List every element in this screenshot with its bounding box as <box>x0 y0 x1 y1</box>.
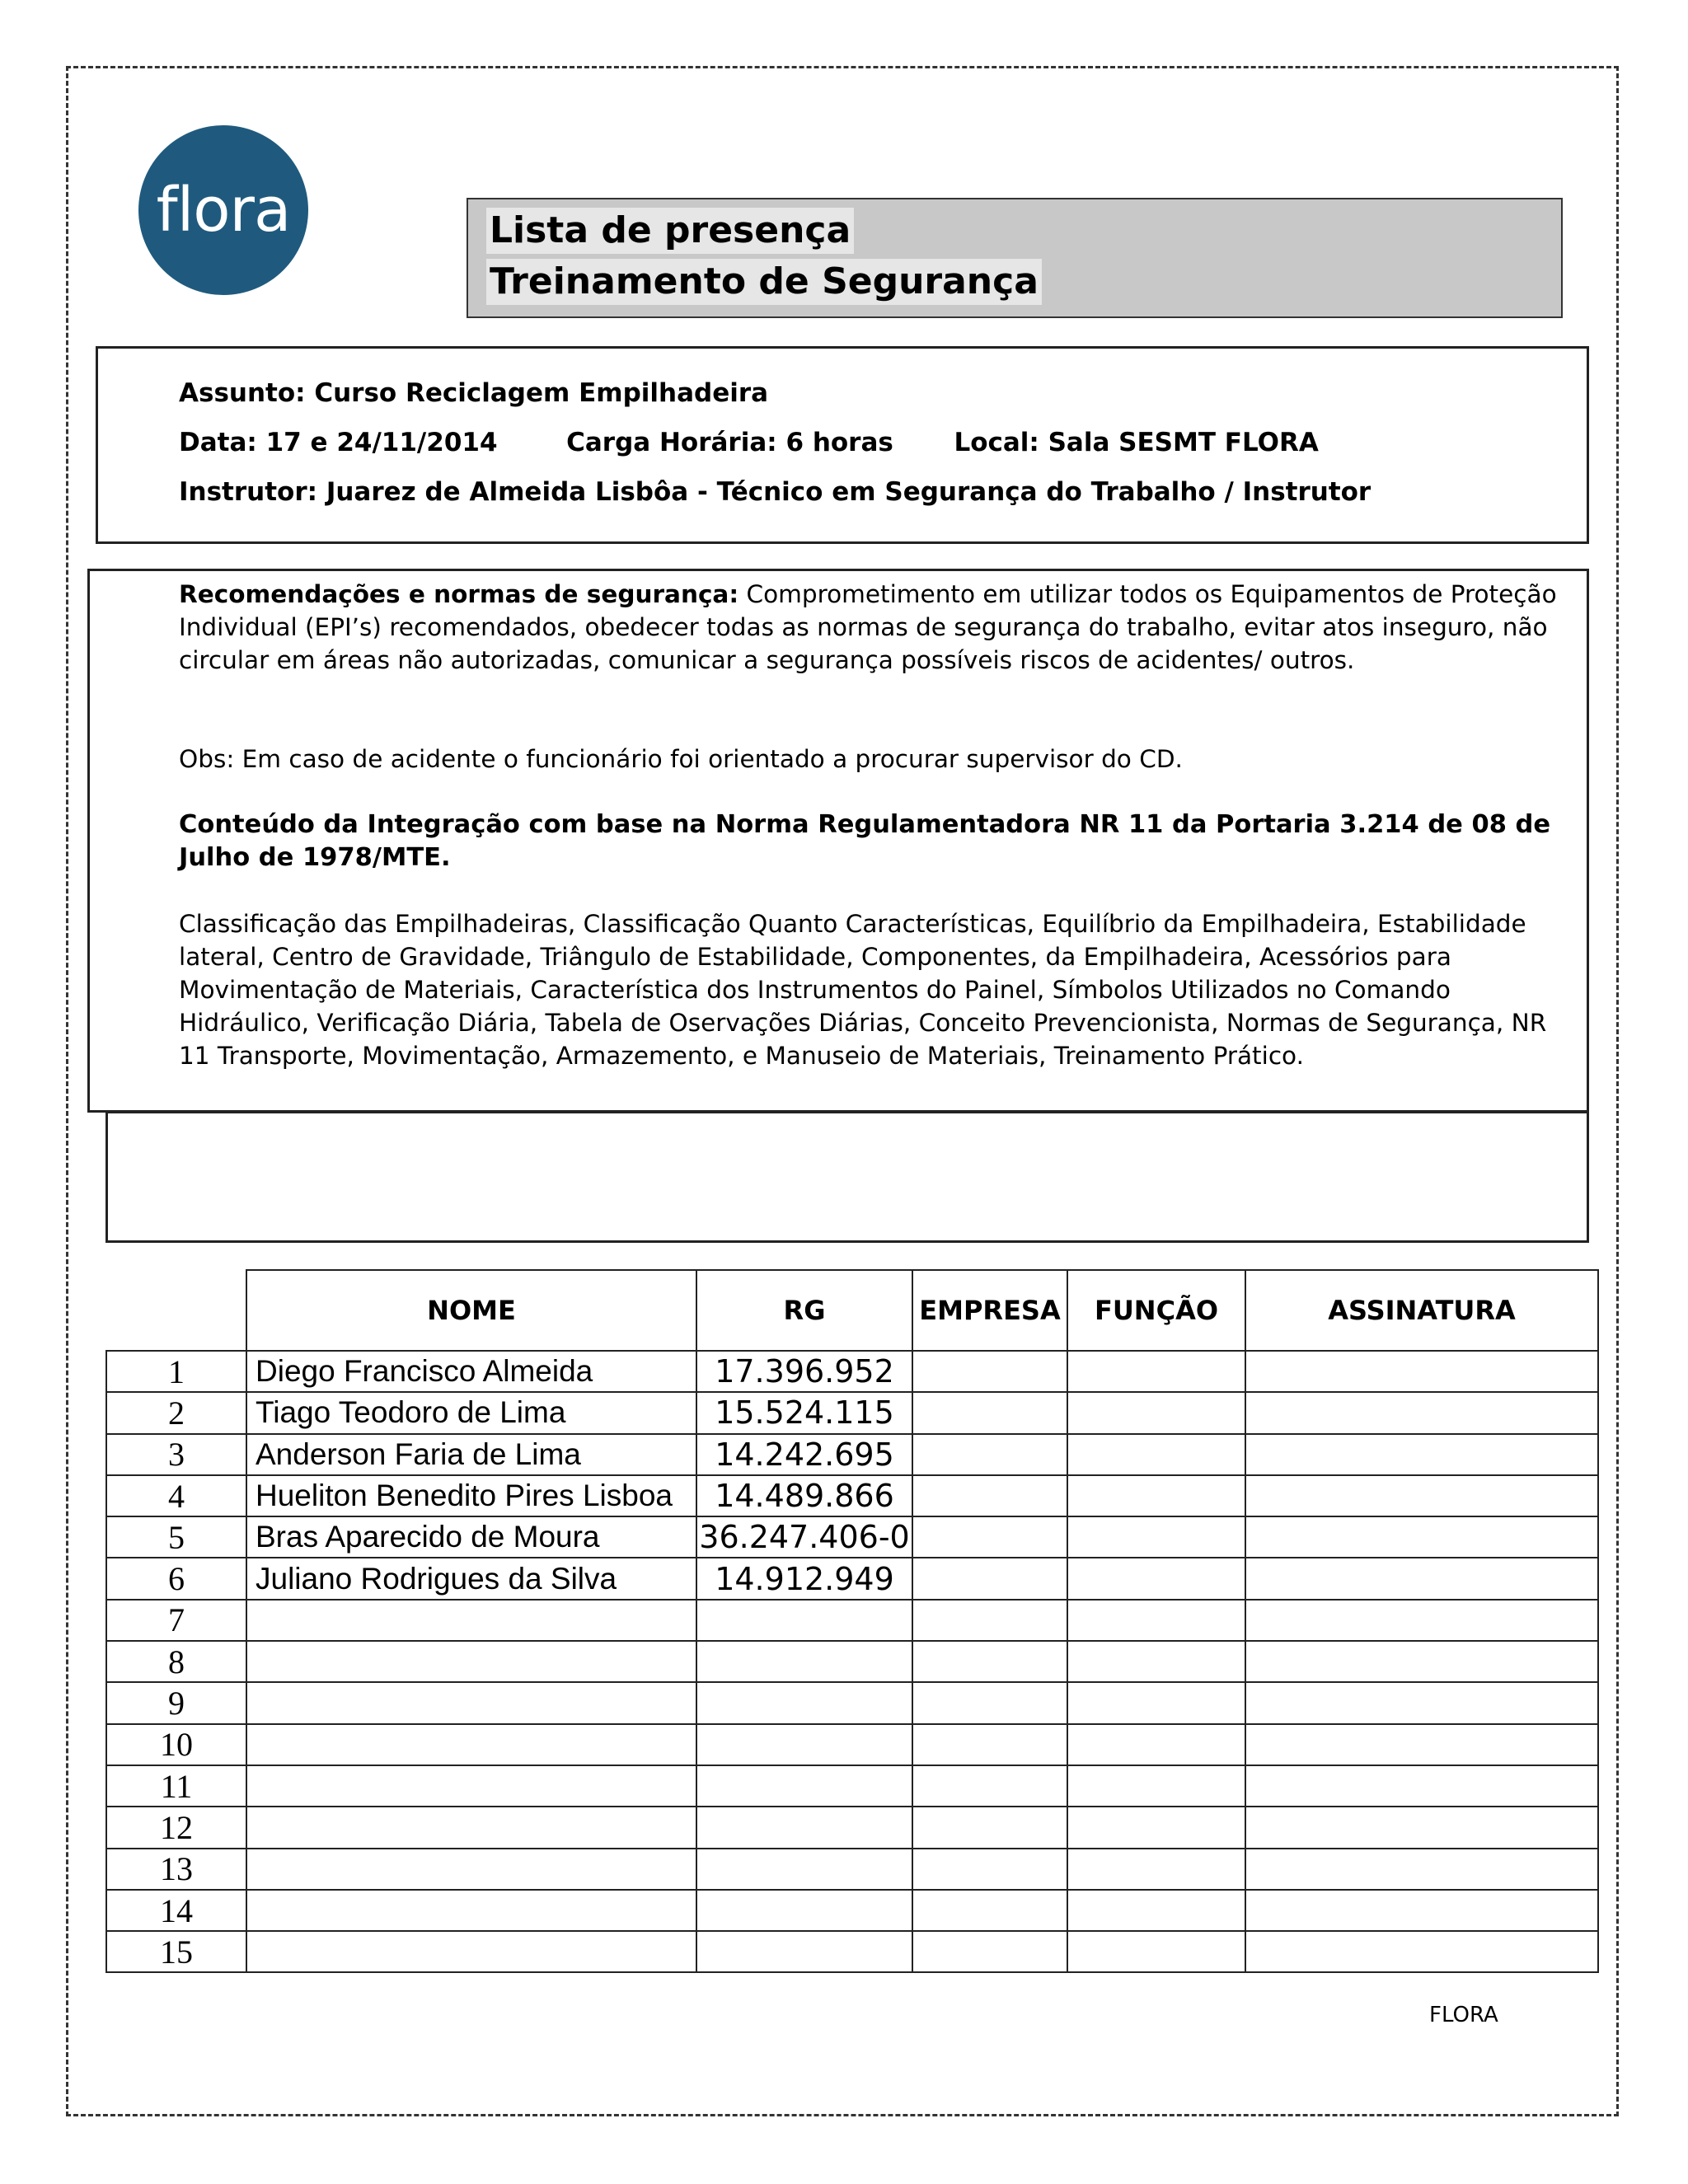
info-box <box>96 346 1589 544</box>
rg-cell: 14.912.949 <box>696 1558 912 1599</box>
table-row <box>106 1351 1598 1392</box>
rg-cell <box>696 1600 912 1641</box>
recommendations-label: Recomendações e normas de segurança: <box>179 580 739 608</box>
table-row <box>106 1931 1598 1972</box>
location: Local: Sala SESMT FLORA <box>954 428 1319 457</box>
assinatura-cell[interactable] <box>1245 1351 1598 1392</box>
empresa-cell[interactable] <box>912 1558 1067 1599</box>
rg-cell <box>696 1849 912 1890</box>
row-number: 10 <box>106 1724 246 1765</box>
assinatura-cell[interactable] <box>1245 1682 1598 1723</box>
funcao-cell[interactable] <box>1067 1600 1245 1641</box>
rg-cell: 14.242.695 <box>696 1434 912 1475</box>
row-number: 5 <box>106 1516 246 1558</box>
title-line-2: Treinamento de Segurança <box>486 259 1042 305</box>
recommendations-paragraph <box>179 578 1580 677</box>
recommendations-text: Comprometimento em utilizar todos os Equipamentos de Proteção Individual (EPI’s) recomendados, obedecer todas as normas de segurança do trabalho, evitar atos inseguro, não circular em áreas não autorizadas, comunicar a segurança possíveis riscos de acidentes/ outros. <box>179 580 1557 674</box>
name-cell <box>246 1724 696 1765</box>
assinatura-cell[interactable] <box>1245 1516 1598 1558</box>
table-row <box>106 1807 1598 1848</box>
rg-cell: 15.524.115 <box>696 1392 912 1433</box>
funcao-cell[interactable] <box>1067 1516 1245 1558</box>
funcao-cell[interactable] <box>1067 1890 1245 1931</box>
assinatura-cell[interactable] <box>1245 1765 1598 1807</box>
table-row <box>106 1434 1598 1475</box>
table-row <box>106 1765 1598 1807</box>
name-cell <box>246 1641 696 1682</box>
name-cell <box>246 1765 696 1807</box>
header-empresa: EMPRESA <box>912 1270 1067 1351</box>
header-rg: RG <box>696 1270 912 1351</box>
name-cell <box>246 1890 696 1931</box>
rg-cell <box>696 1765 912 1807</box>
attendance-table <box>106 1269 1599 1973</box>
rg-cell: 17.396.952 <box>696 1351 912 1392</box>
assinatura-cell[interactable] <box>1245 1641 1598 1682</box>
title-line-1: Lista de presença <box>486 208 854 254</box>
name-cell <box>246 1931 696 1972</box>
table-row <box>106 1641 1598 1682</box>
date: Data: 17 e 24/11/2014 <box>179 428 498 457</box>
header-blank-cell <box>106 1270 246 1351</box>
rg-cell <box>696 1807 912 1848</box>
table-row <box>106 1890 1598 1931</box>
row-number: 13 <box>106 1849 246 1890</box>
table-row <box>106 1392 1598 1433</box>
name-cell: Diego Francisco Almeida <box>246 1351 696 1392</box>
content-text: Classificação das Empilhadeiras, Classificação Quanto Características, Equilíbrio da Empilhadeira, Estabilidade lateral, Centro de Gravidade, Triângulo de Estabilidade, Componentes, da Empilhadeira, Acessórios para Movimentação de Materiais, Característica dos Instrumentos do Painel, Símbolos Utilizados no Comando Hidráulico, Verificação Diária, Tabela de Oservações Diárias, Conceito Prevencionista, Normas de Segurança, NR 11 Transporte, Movimentação, Armazemento, e Manuseio de Materiais, Treinamento Prático. <box>179 910 1547 1070</box>
name-cell: Hueliton Benedito Pires Lisboa <box>246 1475 696 1516</box>
table-row <box>106 1849 1598 1890</box>
date-workload-location <box>179 428 1319 457</box>
row-number: 6 <box>106 1558 246 1599</box>
row-number: 4 <box>106 1475 246 1516</box>
row-number: 15 <box>106 1931 246 1972</box>
name-cell: Juliano Rodrigues da Silva <box>246 1558 696 1599</box>
rg-cell <box>696 1931 912 1972</box>
empresa-cell[interactable] <box>912 1724 1067 1765</box>
empresa-cell[interactable] <box>912 1641 1067 1682</box>
row-number: 14 <box>106 1890 246 1931</box>
title-box <box>467 198 1563 318</box>
row-number: 1 <box>106 1351 246 1392</box>
row-number: 3 <box>106 1434 246 1475</box>
header-funcao: FUNÇÃO <box>1067 1270 1245 1351</box>
assinatura-cell[interactable] <box>1245 1724 1598 1765</box>
empty-box <box>106 1111 1589 1243</box>
assinatura-cell[interactable] <box>1245 1434 1598 1475</box>
instructor: Instrutor: Juarez de Almeida Lisbôa - Técnico em Segurança do Trabalho / Instrutor <box>179 477 1372 507</box>
assinatura-cell[interactable] <box>1245 1392 1598 1433</box>
name-cell: Tiago Teodoro de Lima <box>246 1392 696 1433</box>
name-cell <box>246 1849 696 1890</box>
empresa-cell[interactable] <box>912 1807 1067 1848</box>
name-cell <box>246 1600 696 1641</box>
row-number: 2 <box>106 1392 246 1433</box>
header-nome: NOME <box>246 1270 696 1351</box>
table-row <box>106 1516 1598 1558</box>
assinatura-cell[interactable] <box>1245 1475 1598 1516</box>
funcao-cell[interactable] <box>1067 1475 1245 1516</box>
empresa-cell[interactable] <box>912 1392 1067 1433</box>
empresa-cell[interactable] <box>912 1600 1067 1641</box>
name-cell: Anderson Faria de Lima <box>246 1434 696 1475</box>
empresa-cell[interactable] <box>912 1475 1067 1516</box>
row-number: 7 <box>106 1600 246 1641</box>
flora-logo <box>138 125 308 295</box>
assinatura-cell[interactable] <box>1245 1890 1598 1931</box>
rg-cell: 14.489.866 <box>696 1475 912 1516</box>
funcao-cell[interactable] <box>1067 1849 1245 1890</box>
funcao-cell[interactable] <box>1067 1682 1245 1723</box>
funcao-cell[interactable] <box>1067 1724 1245 1765</box>
table-header-row <box>106 1270 1598 1351</box>
funcao-cell[interactable] <box>1067 1392 1245 1433</box>
row-number: 9 <box>106 1682 246 1723</box>
empresa-cell[interactable] <box>912 1765 1067 1807</box>
header-assinatura: ASSINATURA <box>1245 1270 1598 1351</box>
logo-text: flora <box>156 175 291 246</box>
empresa-cell[interactable] <box>912 1890 1067 1931</box>
rg-cell <box>696 1641 912 1682</box>
footer-label: FLORA <box>1429 2003 1498 2027</box>
empresa-cell[interactable] <box>912 1516 1067 1558</box>
rg-cell: 36.247.406-0 <box>696 1516 912 1558</box>
funcao-cell[interactable] <box>1067 1931 1245 1972</box>
name-cell <box>246 1682 696 1723</box>
empresa-cell[interactable] <box>912 1682 1067 1723</box>
funcao-cell[interactable] <box>1067 1641 1245 1682</box>
assinatura-cell[interactable] <box>1245 1807 1598 1848</box>
table-row <box>106 1600 1598 1641</box>
recommendations-box <box>87 569 1589 1113</box>
table-row <box>106 1475 1598 1516</box>
empresa-cell[interactable] <box>912 1351 1067 1392</box>
funcao-cell[interactable] <box>1067 1351 1245 1392</box>
funcao-cell[interactable] <box>1067 1434 1245 1475</box>
rg-cell <box>696 1724 912 1765</box>
observation: Obs: Em caso de acidente o funcionário foi orientado a procurar supervisor do CD. <box>179 745 1183 773</box>
rg-cell <box>696 1682 912 1723</box>
empresa-cell[interactable] <box>912 1931 1067 1972</box>
content-title: Conteúdo da Integração com base na Norma Regulamentadora NR 11 da Portaria 3.214 de 08 de Julho de 1978/MTE. <box>179 810 1551 872</box>
name-cell <box>246 1807 696 1848</box>
assinatura-cell[interactable] <box>1245 1931 1598 1972</box>
empresa-cell[interactable] <box>912 1434 1067 1475</box>
row-number: 12 <box>106 1807 246 1848</box>
funcao-cell[interactable] <box>1067 1558 1245 1599</box>
assinatura-cell[interactable] <box>1245 1849 1598 1890</box>
row-number: 8 <box>106 1641 246 1682</box>
row-number: 11 <box>106 1765 246 1807</box>
subject: Assunto: Curso Reciclagem Empilhadeira <box>179 378 769 408</box>
table-row <box>106 1724 1598 1765</box>
funcao-cell[interactable] <box>1067 1807 1245 1848</box>
empresa-cell[interactable] <box>912 1849 1067 1890</box>
funcao-cell[interactable] <box>1067 1765 1245 1807</box>
name-cell: Bras Aparecido de Moura <box>246 1516 696 1558</box>
assinatura-cell[interactable] <box>1245 1600 1598 1641</box>
table-row <box>106 1558 1598 1599</box>
workload: Carga Horária: 6 horas <box>566 428 893 457</box>
assinatura-cell[interactable] <box>1245 1558 1598 1599</box>
table-row <box>106 1682 1598 1723</box>
rg-cell <box>696 1890 912 1931</box>
